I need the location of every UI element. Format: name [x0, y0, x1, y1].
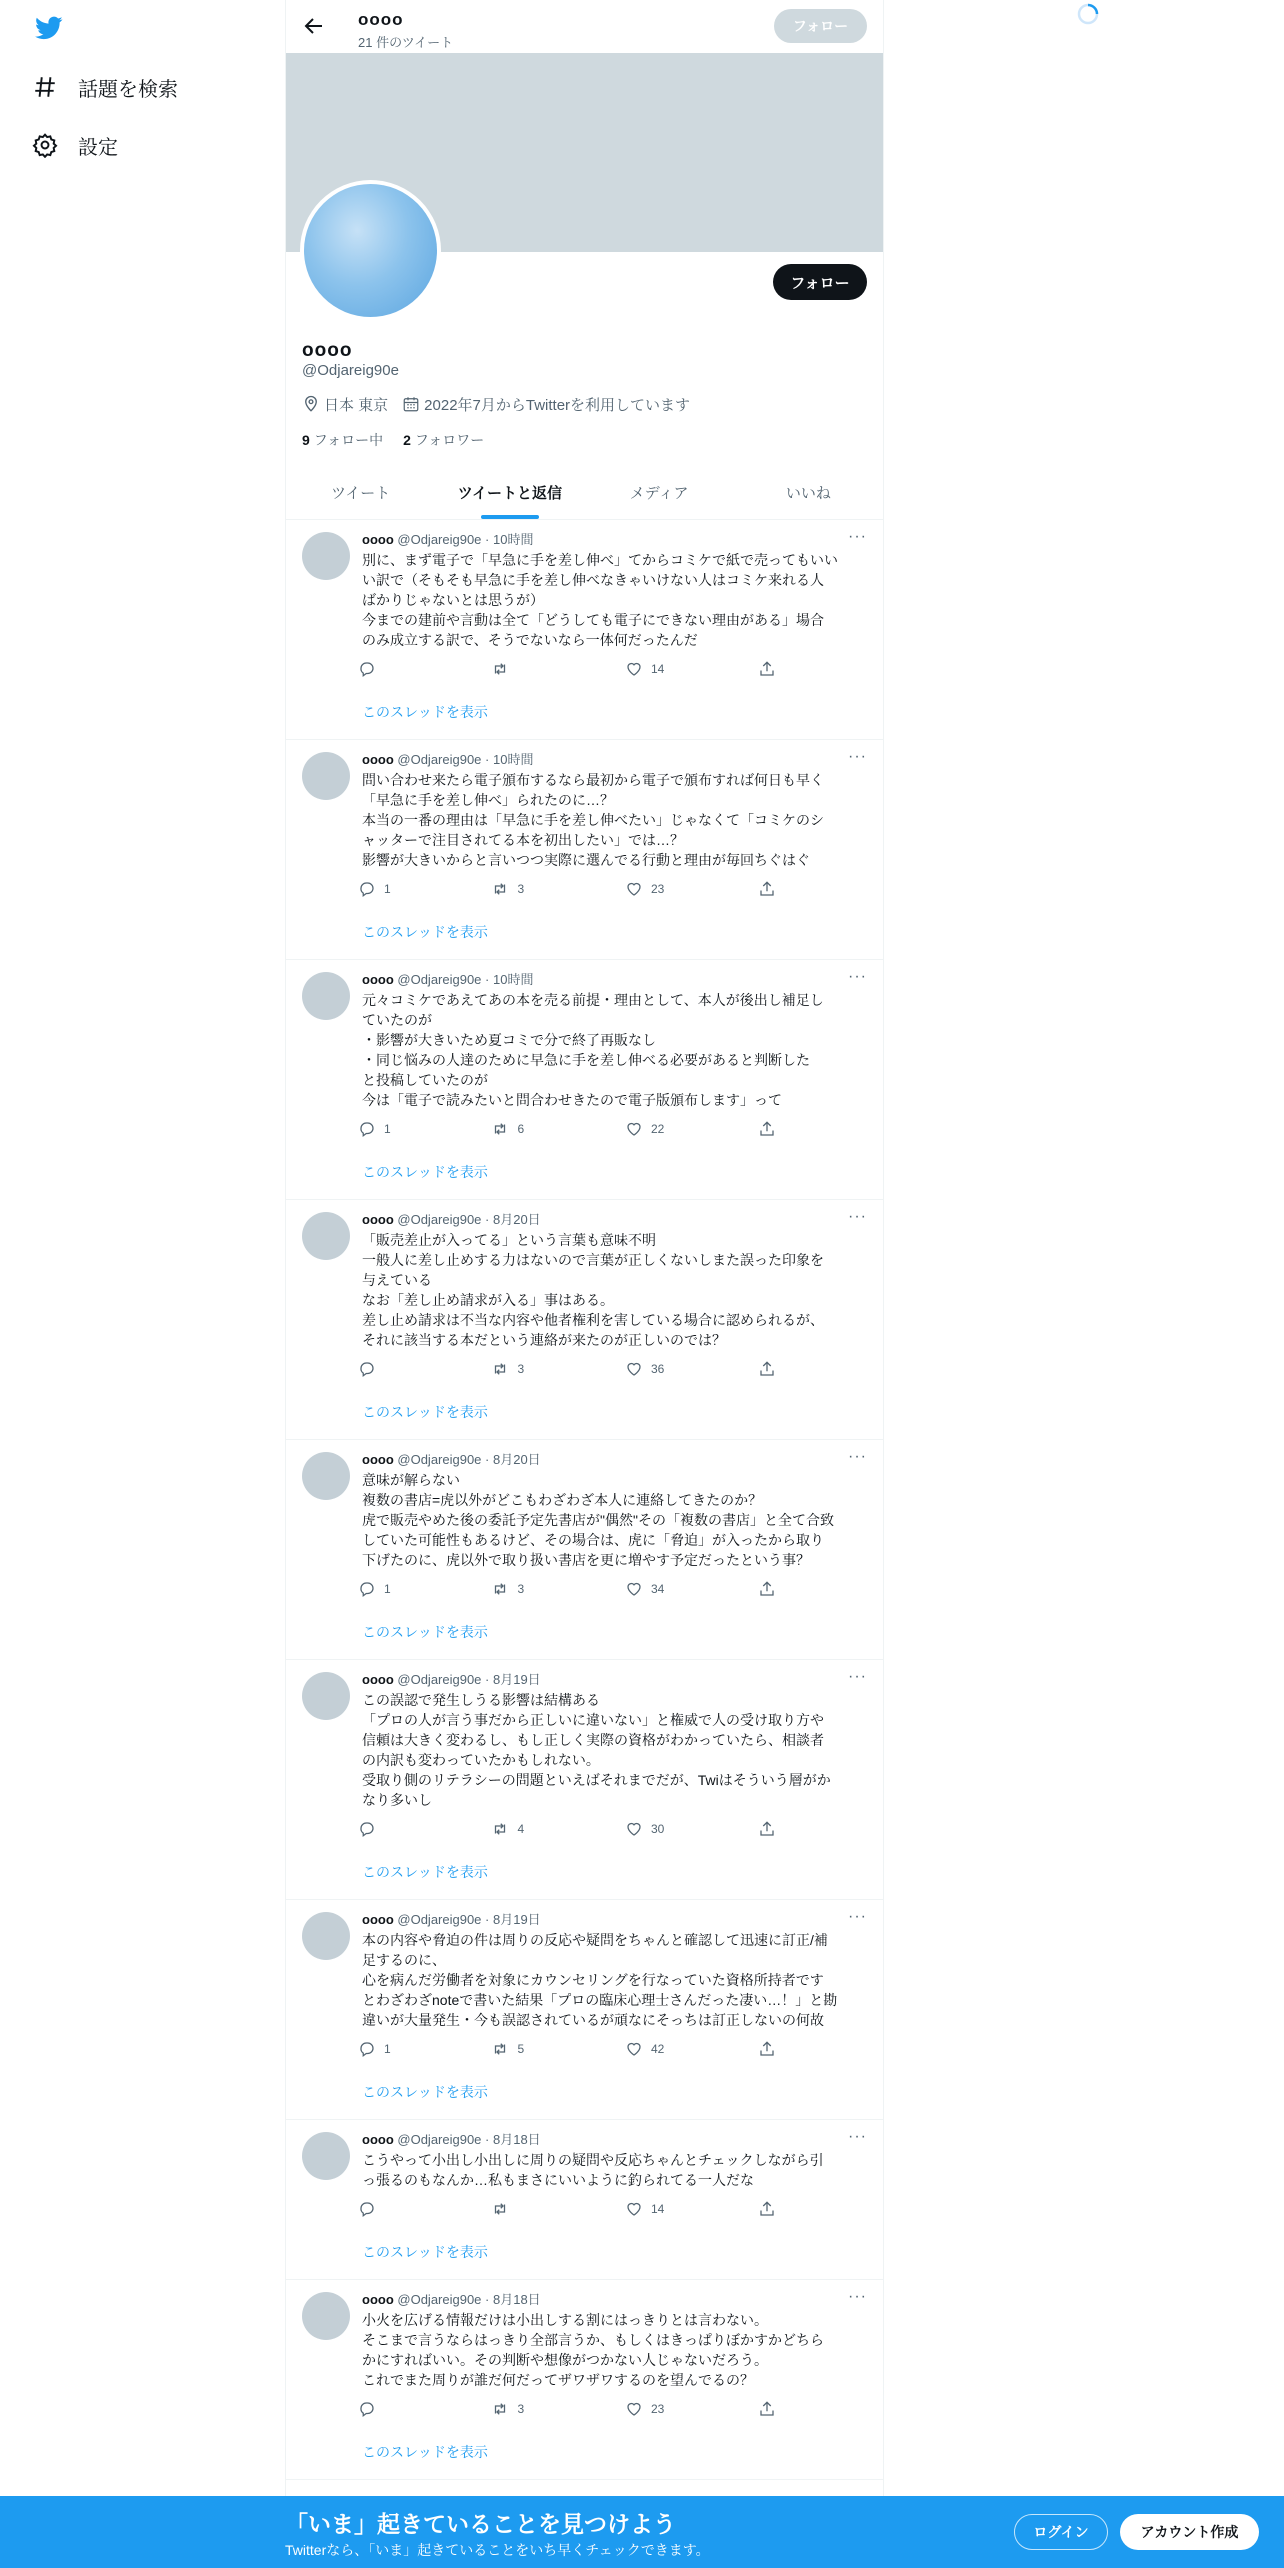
tweet-author-name[interactable]: oooo — [362, 1912, 394, 1927]
more-options-icon[interactable]: ··· — [848, 968, 867, 985]
tweet-time[interactable]: 8月20日 — [492, 1452, 541, 1467]
share-button[interactable] — [758, 878, 798, 900]
reply-icon — [358, 2040, 376, 2058]
tweet-avatar[interactable] — [302, 752, 350, 800]
retweet-button[interactable] — [491, 878, 624, 900]
tweet-time[interactable]: 8月18日 — [492, 2292, 541, 2307]
tweet-avatar[interactable] — [302, 2132, 350, 2180]
tweet-item[interactable] — [286, 1900, 883, 2120]
reply-button[interactable] — [358, 2198, 491, 2220]
show-thread-link[interactable]: このスレッドを表示 — [362, 2244, 488, 2260]
followers-count: 2 — [403, 432, 411, 448]
tweet-item[interactable] — [286, 1440, 883, 1660]
tweet-author-name[interactable]: oooo — [362, 1672, 394, 1687]
tweet-time[interactable]: 8月20日 — [492, 1212, 541, 1227]
heart-icon — [625, 1820, 643, 1838]
tweet-actions — [358, 658, 798, 680]
tweet-text-line: 与えている — [362, 1272, 432, 1288]
share-button[interactable] — [758, 2398, 798, 2420]
main-column — [285, 0, 884, 2568]
tweet-actions — [358, 878, 798, 900]
tweet-header — [362, 529, 533, 548]
tab-likes[interactable]: いいね — [785, 485, 831, 502]
like-count: 14 — [650, 2202, 665, 2216]
show-thread-link[interactable]: このスレッドを表示 — [362, 1404, 488, 1420]
show-thread-link[interactable]: このスレッドを表示 — [362, 1864, 488, 1880]
show-thread-link[interactable]: このスレッドを表示 — [362, 2084, 488, 2100]
tweet-actions — [358, 1578, 798, 1600]
like-button[interactable] — [625, 2198, 758, 2220]
reply-button[interactable] — [358, 2398, 491, 2420]
tweet-actions — [358, 1358, 798, 1380]
tweet-actions — [358, 1818, 798, 1840]
tweet-text-line: 影響が大きいからと言いつつ実際に選んでる行動と理由が毎回ちぐはぐ — [362, 852, 810, 868]
follow-button[interactable]: フォロー — [773, 264, 867, 300]
tweet-text-line: ・同じ悩みの人達のために早急に手を差し伸べる必要があると判断した — [362, 1052, 810, 1068]
tweet-actions — [358, 2038, 798, 2060]
share-icon — [758, 1820, 776, 1838]
tweet-header — [362, 2289, 541, 2308]
retweet-count: 3 — [517, 1362, 525, 1376]
retweet-icon — [491, 1120, 509, 1138]
reply-icon — [358, 880, 376, 898]
follow-stats — [302, 430, 484, 450]
share-icon — [758, 1120, 776, 1138]
retweet-count: 5 — [517, 2042, 525, 2056]
retweet-icon — [491, 2200, 509, 2218]
share-icon — [758, 2200, 776, 2218]
tweet-author-handle: @Odjareig90e — [397, 1912, 482, 1927]
reply-icon — [358, 1580, 376, 1598]
tweet-item[interactable] — [286, 2280, 883, 2480]
heart-icon — [625, 660, 643, 678]
retweet-count: 3 — [517, 1582, 525, 1596]
share-button[interactable] — [758, 2038, 798, 2060]
tweet-text — [362, 1230, 865, 1350]
like-count: 23 — [650, 882, 665, 896]
location-pin-icon — [302, 395, 320, 413]
heart-icon — [625, 1120, 643, 1138]
tweet-header — [362, 1669, 541, 1688]
tweet-actions — [358, 1118, 798, 1140]
tweet-text-line: 「販売差止が入ってる」という言葉も意味不明 — [362, 1232, 656, 1248]
share-icon — [758, 1580, 776, 1598]
tweet-time[interactable]: 8月19日 — [492, 1912, 541, 1927]
retweet-button[interactable] — [491, 1358, 624, 1380]
reply-icon — [358, 1820, 376, 1838]
tweet-author-name[interactable]: oooo — [362, 532, 394, 547]
tweet-author-handle: @Odjareig90e — [397, 1672, 482, 1687]
tweet-text-line: い訳で（そもそも早急に手を差し伸べなきゃいけない人はコミケ来れる人 — [362, 572, 824, 588]
retweet-icon — [491, 1360, 509, 1378]
tweet-item[interactable] — [286, 520, 883, 740]
tweet-dot-separator: · — [481, 972, 493, 987]
tweet-author-handle: @Odjareig90e — [397, 752, 482, 767]
show-thread-link[interactable]: このスレッドを表示 — [362, 924, 488, 940]
profile-tabs — [286, 466, 883, 520]
share-button[interactable] — [758, 1578, 798, 1600]
show-thread-link[interactable]: このスレッドを表示 — [362, 1624, 488, 1640]
profile-location: 日本 東京 — [324, 396, 389, 414]
tweet-author-name[interactable]: oooo — [362, 1212, 394, 1227]
sidebar-item-label: 設定 — [78, 136, 118, 159]
share-icon — [758, 2400, 776, 2418]
tweet-text-line: そこまで言うならはっきり全部言うか、もしくはきっぱりぼかすかどちら — [362, 2332, 824, 2348]
like-count: 22 — [650, 1122, 665, 1136]
tab-tweets[interactable]: ツイート — [330, 485, 391, 502]
profile-header-bar — [286, 0, 883, 53]
tweet-author-handle: @Odjareig90e — [397, 972, 482, 987]
profile-handle: @Odjareig90e — [302, 362, 399, 379]
tweet-avatar[interactable] — [302, 532, 350, 580]
tweet-text-line: 本当の一番の理由は「早急に手を差し伸べたい」じゃなくて「コミケのシ — [362, 812, 824, 828]
tab-tweets-and-replies[interactable]: ツイートと返信 — [435, 466, 584, 519]
tweet-header — [362, 749, 533, 768]
retweet-count: 3 — [517, 2402, 525, 2416]
tweet-text — [362, 770, 865, 870]
tweet-author-handle: @Odjareig90e — [397, 1452, 482, 1467]
tweet-avatar[interactable] — [302, 1212, 350, 1260]
tweet-avatar[interactable] — [302, 972, 350, 1020]
calendar-icon — [402, 395, 420, 413]
tweet-header — [362, 2129, 541, 2148]
heart-icon — [625, 2400, 643, 2418]
tweet-actions — [358, 2398, 798, 2420]
tweet-text-line: ていたのが — [362, 1012, 432, 1028]
following-count: 9 — [302, 432, 310, 448]
tweet-author-name[interactable]: oooo — [362, 2132, 394, 2147]
tweet-dot-separator: · — [481, 1912, 493, 1927]
reply-count: 1 — [384, 882, 391, 896]
reply-count: 1 — [384, 2042, 391, 2056]
tweet-author-name[interactable]: oooo — [362, 972, 394, 987]
reply-button[interactable] — [358, 1358, 491, 1380]
signup-banner-subtitle: Twitterなら、「いま」起きていることをいち早くチェックできます。 — [285, 2542, 710, 2558]
tweet-text-line: っ張るのもなんか…私もまさにいいように釣られてる一人だな — [362, 2172, 754, 2188]
like-button[interactable] — [625, 1578, 758, 1600]
tweet-dot-separator: · — [481, 2132, 493, 2147]
heart-icon — [625, 880, 643, 898]
tweet-text-line: なお「差し止め請求が入る」事はある。 — [362, 1292, 614, 1308]
following-link[interactable] — [302, 430, 383, 450]
like-button[interactable] — [625, 1118, 758, 1140]
more-options-icon[interactable]: ··· — [848, 2288, 867, 2305]
tweet-item[interactable] — [286, 1660, 883, 1900]
tweet-header — [362, 1449, 541, 1468]
tweet-text-line: 心を病んだ労働者を対象にカウンセリングを行なっていた資格所持者です — [362, 1972, 824, 1988]
tweet-dot-separator: · — [481, 532, 493, 547]
retweet-icon — [491, 2400, 509, 2418]
heart-icon — [625, 2040, 643, 2058]
tweet-text-line: 小火を広げる情報だけは小出しする割にはっきりとは言わない。 — [362, 2312, 768, 2328]
retweet-count: 3 — [517, 882, 525, 896]
tweet-author-handle: @Odjareig90e — [397, 2292, 482, 2307]
tweet-text-line: なり多いし — [362, 1792, 432, 1808]
tweet-text-line: それに該当する本だという連絡が来たのが正しいのでは？ — [362, 1332, 726, 1348]
tweet-text-line: 違いが大量発生・今も誤認されているが頑なにそっちは訂正しないの何故 — [362, 2012, 824, 2028]
like-count: 30 — [650, 1822, 665, 1836]
reply-icon — [358, 660, 376, 678]
tweet-actions — [358, 2198, 798, 2220]
tweet-text — [362, 1690, 865, 1810]
tweet-header — [362, 969, 533, 988]
followers-link[interactable] — [403, 430, 484, 450]
tweet-text-line: 問い合わせ来たら電子頒布するなら最初から電子で頒布すれば何日も早く — [362, 772, 824, 788]
share-button[interactable] — [758, 1358, 798, 1380]
share-button[interactable] — [758, 1118, 798, 1140]
tweet-avatar[interactable] — [302, 1672, 350, 1720]
tweet-text-line: この誤認で発生しうる影響は結構ある — [362, 1692, 600, 1708]
tweet-text-line: かにすればいい。その判断や想像がつかない人じゃないだろう。 — [362, 2352, 768, 2368]
gear-icon — [32, 132, 58, 158]
tweet-text-line: と投稿していたのが — [362, 1072, 488, 1088]
heart-icon — [625, 2200, 643, 2218]
tweet-text-line: 「プロの人が言う事だから正しいに違いない」と権威で人の受け取り方や — [362, 1712, 824, 1728]
sidebar-item-settings[interactable] — [32, 125, 118, 165]
tweet-header — [362, 1209, 541, 1228]
tweet-dot-separator: · — [481, 1452, 493, 1467]
tweet-text-line: 意味が解らない — [362, 1472, 460, 1488]
following-label: フォロー中 — [313, 432, 384, 448]
tweet-text-line: これでまた周りが誰だ何だってザワザワするのを望んでるの？ — [362, 2372, 754, 2388]
reply-icon — [358, 1120, 376, 1138]
header-follow-button[interactable]: フォロー — [774, 9, 867, 43]
tweet-text-line: 今までの建前や言動は全て「どうしても電子にできない理由がある」場合 — [362, 612, 824, 628]
retweet-count: 4 — [517, 1822, 525, 1836]
like-count: 42 — [650, 2042, 665, 2056]
signup-banner-title: 「いま」起きていることを見つけよう — [285, 2511, 676, 2537]
tweet-dot-separator: · — [481, 1212, 493, 1227]
profile-avatar[interactable] — [300, 180, 441, 321]
more-options-icon[interactable]: ··· — [848, 748, 867, 765]
share-icon — [758, 2040, 776, 2058]
tweet-text-line: 受取り側のリテラシーの問題といえばそれまでだが、Twiはそういう層がか — [362, 1772, 831, 1788]
tweet-text — [362, 2150, 865, 2190]
tweet-author-handle: @Odjareig90e — [397, 2132, 482, 2147]
like-count: 14 — [650, 662, 665, 676]
tweet-text-line: 下げたのに、虎以外で取り扱い書店を更に増やす予定だったという事？ — [362, 1552, 810, 1568]
reply-button[interactable] — [358, 1818, 491, 1840]
profile-meta — [302, 394, 690, 414]
more-options-icon[interactable]: ··· — [848, 528, 867, 545]
tweet-time[interactable]: 10時間 — [492, 752, 534, 767]
back-arrow-icon[interactable] — [302, 14, 326, 38]
reply-button[interactable] — [358, 878, 491, 900]
tweet-text-line: ャッターで注目されてる本を初出したい」では…？ — [362, 832, 684, 848]
show-thread-link[interactable]: このスレッドを表示 — [362, 704, 488, 720]
reply-count: 1 — [384, 1582, 391, 1596]
tweet-dot-separator: · — [481, 2292, 493, 2307]
tweet-text — [362, 1470, 865, 1570]
header-tweet-count: 21 件のツイート — [358, 35, 454, 50]
tweet-time[interactable]: 10時間 — [492, 972, 534, 987]
reply-icon — [358, 2200, 376, 2218]
retweet-button[interactable] — [491, 658, 624, 680]
tweet-time[interactable]: 8月19日 — [492, 1672, 541, 1687]
tweet-author-handle: @Odjareig90e — [397, 1212, 482, 1227]
retweet-icon — [491, 660, 509, 678]
tweet-text-line: 差し止め請求は不当な内容や他者権利を害している場合に認められるが、 — [362, 1312, 824, 1328]
share-button[interactable] — [758, 658, 798, 680]
more-options-icon[interactable]: ··· — [848, 1668, 867, 1685]
hashtag-icon — [32, 74, 58, 100]
tweet-text-line: 別に、まず電子で「早急に手を差し伸べ」てからコミケで紙で売ってもいい — [362, 552, 838, 568]
tweet-text-line: 信頼は大きく変わるし、もし正しく実際の資格がわかっていたら、相談者 — [362, 1732, 824, 1748]
retweet-icon — [491, 2040, 509, 2058]
tweet-text-line: 本の内容や脅迫の件は周りの反応や疑問をちゃんと確認して迅速に訂正/補 — [362, 1932, 828, 1948]
tweet-dot-separator: · — [481, 1672, 493, 1687]
sidebar-item-label: 話題を検索 — [78, 78, 178, 101]
loading-spinner-icon — [1076, 2, 1100, 26]
tweet-time[interactable]: 10時間 — [492, 532, 534, 547]
share-icon — [758, 1360, 776, 1378]
tweet-avatar[interactable] — [302, 2292, 350, 2340]
tweet-text-line: とわざわざnoteで書いた結果「プロの臨床心理士さんだった凄い…！」と勘 — [362, 1992, 838, 2008]
header-profile-name: oooo — [358, 10, 404, 29]
like-button[interactable] — [625, 1818, 758, 1840]
tweet-author-name[interactable]: oooo — [362, 2292, 394, 2307]
like-button[interactable] — [625, 2398, 758, 2420]
signup-button[interactable]: アカウント作成 — [1120, 2514, 1259, 2550]
more-options-icon[interactable]: ··· — [848, 1208, 867, 1225]
tweet-text-line: ・影響が大きいため夏コミで分で終了再販なし — [362, 1032, 656, 1048]
retweet-button[interactable] — [491, 2398, 624, 2420]
login-button[interactable]: ログイン — [1014, 2514, 1108, 2550]
tweet-time[interactable]: 8月18日 — [492, 2132, 541, 2147]
heart-icon — [625, 1360, 643, 1378]
like-button[interactable] — [625, 1358, 758, 1380]
reply-button[interactable] — [358, 2038, 491, 2060]
avatar-image — [304, 184, 437, 317]
tweet-text — [362, 550, 865, 650]
tweet-text-line: 今は「電子で読みたいと問合わせきたので電子版頒布します」って — [362, 1092, 782, 1108]
reply-button[interactable] — [358, 1118, 491, 1140]
retweet-count: 6 — [517, 1122, 525, 1136]
tweet-text — [362, 1930, 865, 2030]
tweet-text-line: ばかりじゃないとは思うが） — [362, 592, 544, 608]
profile-joined-date: 2022年7月からTwitterを利用しています — [424, 396, 691, 414]
more-options-icon[interactable]: ··· — [848, 2128, 867, 2145]
sidebar-item-explore[interactable] — [32, 67, 178, 107]
tweet-text-line: 元々コミケであえてあの本を売る前提・理由として、本人が後出し補足し — [362, 992, 824, 1008]
like-count: 34 — [650, 1582, 665, 1596]
share-icon — [758, 880, 776, 898]
tweet-avatar[interactable] — [302, 1912, 350, 1960]
tweet-text-line: 「早急に手を差し伸べ」られたのに…？ — [362, 792, 614, 808]
tweet-item[interactable] — [286, 740, 883, 960]
share-icon — [758, 660, 776, 678]
like-button[interactable] — [625, 658, 758, 680]
tweet-author-handle: @Odjareig90e — [397, 532, 482, 547]
reply-icon — [358, 2400, 376, 2418]
share-button[interactable] — [758, 2198, 798, 2220]
retweet-button[interactable] — [491, 2198, 624, 2220]
retweet-button[interactable] — [491, 1578, 624, 1600]
tweet-item[interactable] — [286, 2120, 883, 2280]
retweet-icon — [491, 1820, 509, 1838]
tweet-author-name[interactable]: oooo — [362, 1452, 394, 1467]
retweet-button[interactable] — [491, 1818, 624, 1840]
signup-banner — [0, 2496, 1284, 2568]
tweet-text-line: の内訳も変わっていたかもしれない。 — [362, 1752, 600, 1768]
profile-name: oooo — [302, 340, 353, 361]
more-options-icon[interactable]: ··· — [848, 1908, 867, 1925]
tweet-text — [362, 2310, 865, 2390]
tweet-text-line: していた可能性もあるけど、その場合は、虎に「脅迫」が入ったから取り — [362, 1532, 824, 1548]
retweet-button[interactable] — [491, 2038, 624, 2060]
reply-button[interactable] — [358, 658, 491, 680]
tab-media[interactable]: メディア — [629, 485, 689, 502]
tweet-text-line: のみ成立する訳で、そうでないなら一体何だったんだ — [362, 632, 698, 648]
tweet-text-line: 複数の書店=虎以外がどこもわざわざ本人に連絡してきたのか？ — [362, 1492, 763, 1508]
tweet-item[interactable] — [286, 1200, 883, 1440]
tweet-text-line: こうやって小出し小出しに周りの疑問や反応ちゃんとチェックしながら引 — [362, 2152, 824, 2168]
more-options-icon[interactable]: ··· — [848, 1448, 867, 1465]
reply-icon — [358, 1360, 376, 1378]
retweet-icon — [491, 880, 509, 898]
twitter-bird-icon[interactable] — [33, 14, 65, 42]
share-button[interactable] — [758, 1818, 798, 1840]
retweet-button[interactable] — [491, 1118, 624, 1140]
followers-label: フォロワー — [414, 432, 485, 448]
reply-button[interactable] — [358, 1578, 491, 1600]
like-count: 36 — [650, 1362, 665, 1376]
tweet-text-line: 足するのに、 — [362, 1952, 446, 1968]
like-button[interactable] — [625, 878, 758, 900]
tweet-author-name[interactable]: oooo — [362, 752, 394, 767]
like-count: 23 — [650, 2402, 665, 2416]
heart-icon — [625, 1580, 643, 1598]
tweet-text — [362, 990, 865, 1110]
retweet-icon — [491, 1580, 509, 1598]
show-thread-link[interactable]: このスレッドを表示 — [362, 1164, 488, 1180]
tweet-item[interactable] — [286, 960, 883, 1200]
like-button[interactable] — [625, 2038, 758, 2060]
reply-count: 1 — [384, 1122, 391, 1136]
tweet-text-line: 一般人に差し止めする力はないので言葉が正しくないしまた誤った印象を — [362, 1252, 824, 1268]
show-thread-link[interactable]: このスレッドを表示 — [362, 2444, 488, 2460]
tweet-avatar[interactable] — [302, 1452, 350, 1500]
tweet-header — [362, 1909, 541, 1928]
tweet-text-line: 虎で販売やめた後の委託予定先書店が"偶然"その「複数の書店」と全て合致 — [362, 1512, 834, 1528]
tweet-dot-separator: · — [481, 752, 493, 767]
